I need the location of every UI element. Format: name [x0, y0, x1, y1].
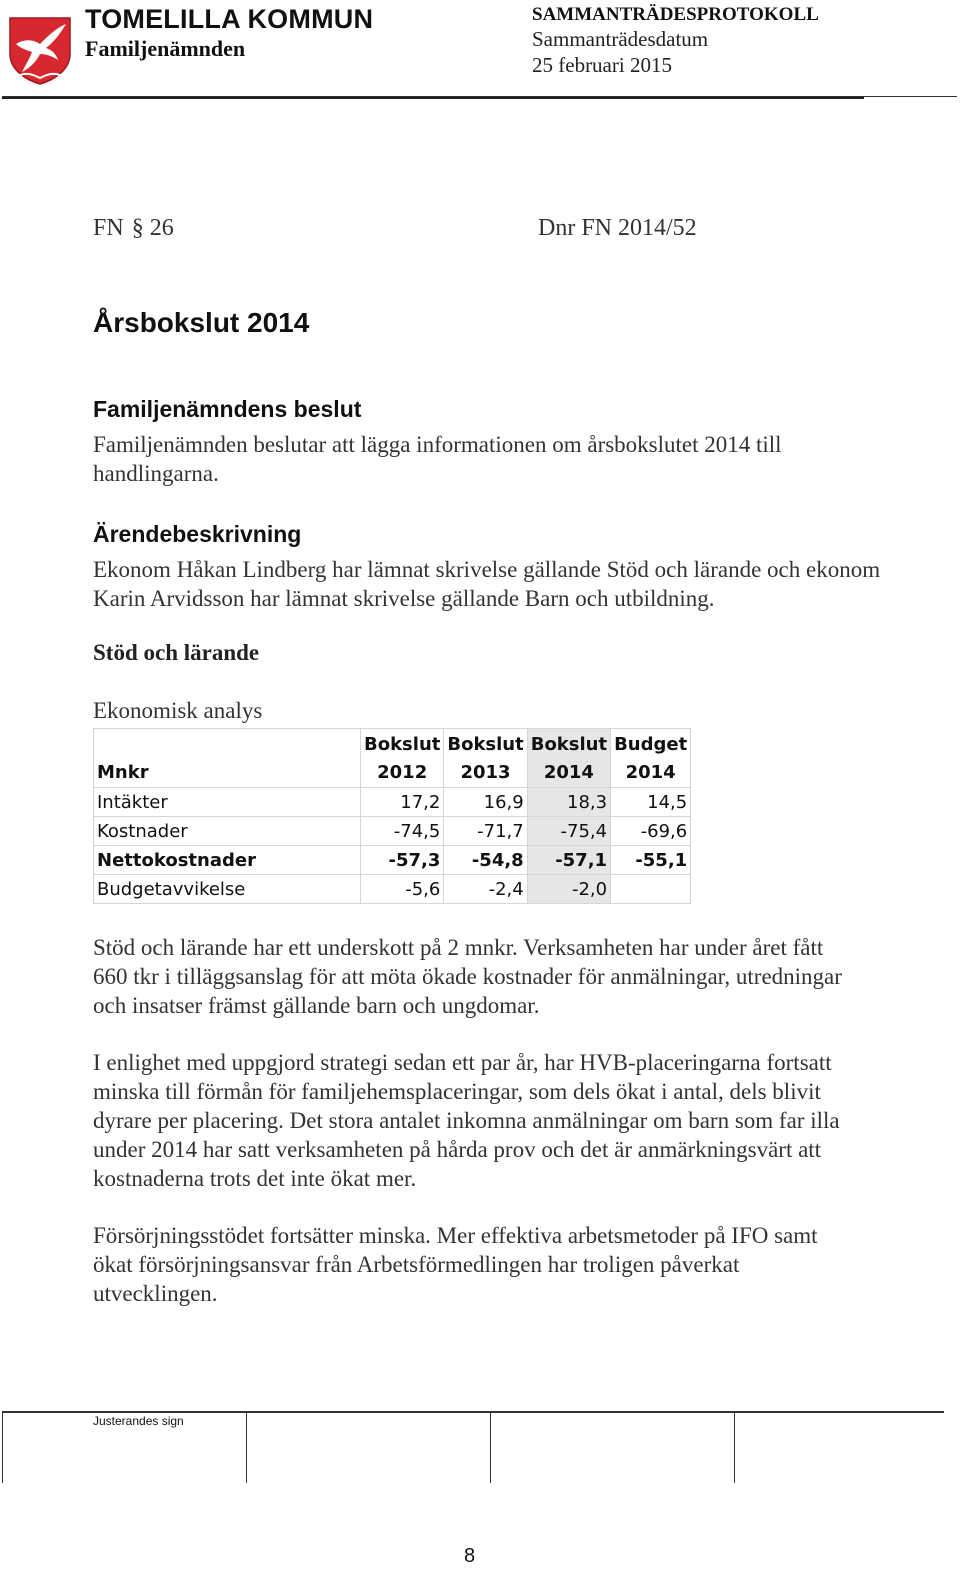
header-divider-thick: [2, 97, 864, 99]
column-header-year: 2014: [527, 759, 610, 788]
table-cell: [611, 875, 691, 904]
paragraph-number: 26: [149, 215, 174, 241]
description-heading: Ärendebeskrivning: [93, 521, 302, 547]
column-header-top: Budget: [611, 729, 691, 760]
unit-header: Mnkr: [94, 729, 361, 788]
table-cell: -57,3: [361, 846, 444, 875]
document-title: Årsbokslut 2014: [93, 307, 310, 338]
table-row: [94, 875, 691, 904]
table-cell: 18,3: [527, 788, 610, 817]
signature-box-divider: [2, 1413, 3, 1483]
section-symbol: §: [131, 215, 144, 241]
table-cell: -69,6: [611, 817, 691, 846]
table-row: [94, 846, 691, 875]
table-cell: -74,5: [361, 817, 444, 846]
table-cell: 16,9: [444, 788, 527, 817]
row-label: Intäkter: [94, 788, 361, 817]
signature-box-divider: [490, 1413, 491, 1483]
support-section-heading: Stöd och lärande: [93, 640, 260, 665]
economic-analysis-label: Ekonomisk analys: [93, 698, 263, 723]
row-label: Kostnader: [94, 817, 361, 846]
table-cell: 14,5: [611, 788, 691, 817]
table-cell: -71,7: [444, 817, 527, 846]
meeting-date-label: Sammanträdesdatum: [532, 27, 709, 51]
body-paragraph: Försörjningsstödet fortsätter minska. Mer effektiva arbetsmetoder på IFO samt ökat försörjningsansvar från Arbetsförmedlingen har troligen påverkat utvecklingen.: [93, 1223, 818, 1306]
column-header-top: Bokslut: [361, 729, 444, 760]
case-number: Dnr FN 2014/52: [538, 215, 697, 241]
signature-box-divider: [734, 1413, 735, 1483]
organization-name: TOMELILLA KOMMUN: [85, 4, 374, 34]
signature-box-divider: [246, 1413, 247, 1483]
table-cell: -54,8: [444, 846, 527, 875]
table-cell: -55,1: [611, 846, 691, 875]
table-cell: -5,6: [361, 875, 444, 904]
department-name: Familjenämnden: [85, 36, 246, 61]
table-cell: -2,0: [527, 875, 610, 904]
meeting-date: 25 februari 2015: [532, 53, 672, 77]
column-header-year: 2013: [444, 759, 527, 788]
signature-divider: [2, 1411, 944, 1413]
description-text: Ekonom Håkan Lindberg har lämnat skrivelse gällande Stöd och lärande och ekonom Karin Arvidsson har lämnat skrivelse gällande Barn och utbildning.: [93, 557, 881, 611]
row-label: Budgetavvikelse: [94, 875, 361, 904]
decision-heading: Familjenämndens beslut: [93, 396, 362, 422]
column-header-year: 2012: [361, 759, 444, 788]
decision-text: Familjenämnden beslutar att lägga informationen om årsbokslutet 2014 till handlingarna.: [93, 432, 782, 486]
signature-label: Justerandes sign: [93, 1414, 184, 1428]
page-number: 8: [464, 1545, 476, 1567]
row-label: Nettokostnader: [94, 846, 361, 875]
protocol-title: SAMMANTRÄDESPROTOKOLL: [532, 4, 819, 25]
body-paragraph: Stöd och lärande har ett underskott på 2 mnkr. Verksamheten har under året fått 660 tkr i tilläggsanslag för att möta ökade kostnader för anmälningar, utredningar och insatser främst gällande barn och ungdomar.: [93, 935, 842, 1018]
table-row: [94, 788, 691, 817]
column-header-year: 2014: [611, 759, 691, 788]
table-header-row: [94, 729, 691, 760]
economic-analysis-table: [93, 728, 691, 904]
paragraph-reference: [93, 215, 174, 242]
table-cell: 17,2: [361, 788, 444, 817]
table-row: [94, 817, 691, 846]
table-cell: -57,1: [527, 846, 610, 875]
coat-of-arms-gull-icon: [8, 14, 72, 86]
paragraph-prefix: FN: [93, 215, 124, 241]
body-paragraph: I enlighet med uppgjord strategi sedan ett par år, har HVB-placeringarna fortsatt minska till förmån för familjehemsplaceringar, som dels ökat i antal, dels blivit dyrare per placering. Det stora antalet inkomna anmälningar om barn som far illa under 2014 har satt verksamheten på hårda prov och det är anmärkningsvärt att kostnaderna trots det inte ökat mer.: [93, 1050, 840, 1191]
table-cell: -2,4: [444, 875, 527, 904]
column-header-top: Bokslut: [527, 729, 610, 760]
table-cell: -75,4: [527, 817, 610, 846]
column-header-top: Bokslut: [444, 729, 527, 760]
